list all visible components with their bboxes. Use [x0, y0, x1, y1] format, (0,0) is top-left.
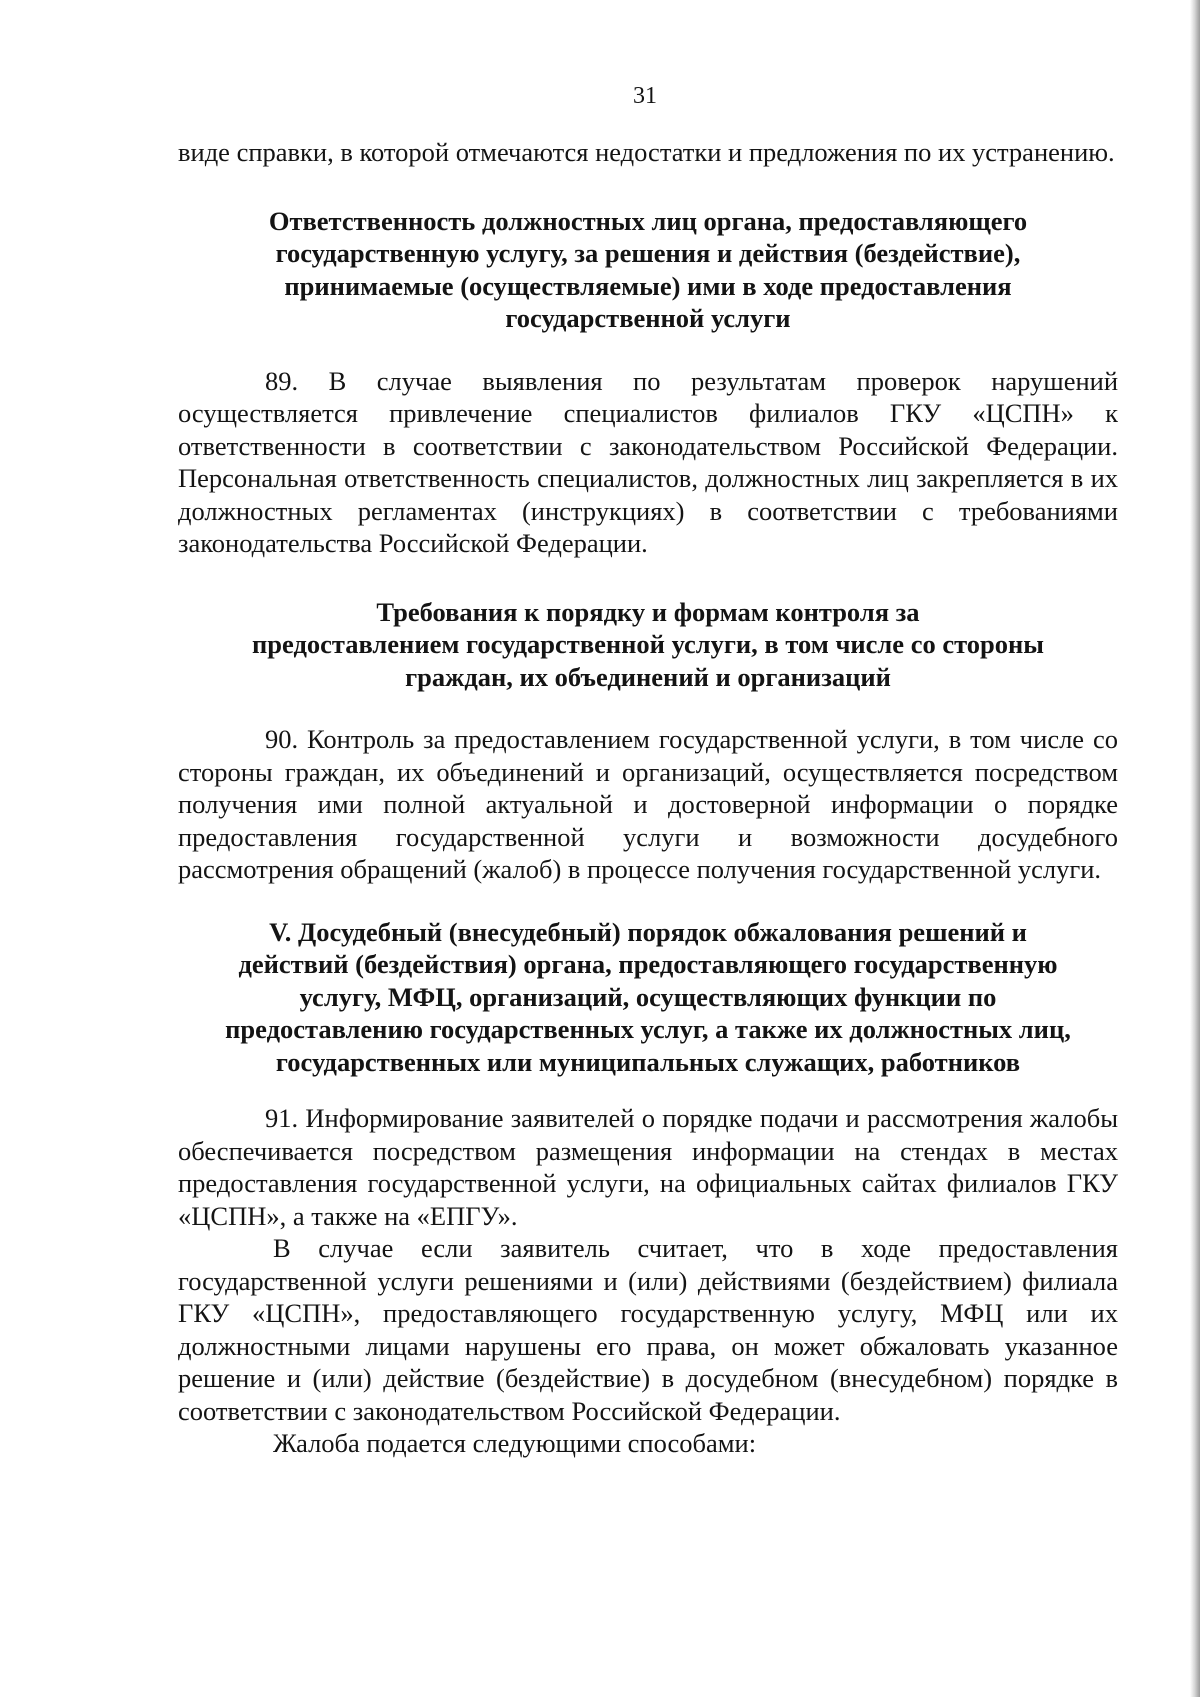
- heading-section-5: [178, 916, 1118, 1079]
- paragraph-90: 90. Контроль за предоставлением государственной услуги, в том числе со стороны граждан, их объединений и организаций, осуществляется посредством получения ими полной актуальной и достоверной информации о порядке предоставления государственной услуги и возможности досудебного рассмотрения обращений (жалоб) в процессе получения государственной услуги.: [178, 724, 1118, 884]
- paragraph-91: 91. Информирование заявителей о порядке подачи и рассмотрения жалобы обеспечивается посредством размещения информации на стендах в местах предоставления государственной услуги, на официальных сайтах филиалов ГКУ «ЦСПН», а также на «ЕПГУ».: [178, 1103, 1118, 1231]
- heading-line: действий (бездействия) органа, предоставляющего государственную: [238, 949, 1058, 979]
- heading-line: предоставлением государственной услуги, в том числе со стороны: [252, 629, 1044, 659]
- heading-line: Ответственность должностных лиц органа, предоставляющего: [268, 205, 1028, 236]
- document-body: [178, 136, 1118, 1460]
- scan-edge-shadow: [1190, 0, 1200, 1697]
- heading-line: государственной услуги: [505, 303, 791, 333]
- heading-line: V. Досудебный (внесудебный) порядок обжалования решений и: [269, 916, 1027, 947]
- intro-paragraph: виде справки, в которой отмечаются недостатки и предложения по их устранению.: [178, 137, 1115, 167]
- heading-line: государственную услугу, за решения и действия (бездействие),: [275, 238, 1021, 268]
- heading-responsibility: [178, 205, 1118, 335]
- heading-line: предоставлению государственных услуг, а также их должностных лиц,: [225, 1014, 1071, 1044]
- heading-line: государственных или муниципальных служащих, работников: [275, 1046, 1021, 1077]
- heading-control: [178, 596, 1118, 694]
- paragraph-89: 89. В случае выявления по результатам проверок нарушений осуществляется привлечение специалистов филиалов ГКУ «ЦСПН» к ответственности в соответствии с законодательством Российской Федерации. Персональная ответственность специалистов, должностных лиц закрепляется в их должностных регламентах (инструкциях) в соответствии с требованиями законодательства Российской Федерации.: [178, 365, 1118, 558]
- heading-line: принимаемые (осуществляемые) ими в ходе предоставления: [284, 270, 1012, 301]
- paragraph-appeal: В случае если заявитель считает, что в ходе предоставления государственной услуги решениями и (или) действиями (бездействием) филиала ГКУ «ЦСПН», предоставляющего государственную услугу, МФЦ или их должностными лицами нарушены его права, он может обжаловать указанное решение и (или) действие (бездействие) в досудебном (внесудебном) порядке в соответствии с законодательством Российской Федерации.: [178, 1233, 1118, 1426]
- paragraph-methods: Жалоба подается следующими способами:: [273, 1428, 757, 1458]
- heading-line: граждан, их объединений и организаций: [405, 661, 891, 692]
- heading-line: Требования к порядку и формам контроля за: [376, 596, 920, 627]
- heading-line: услугу, МФЦ, организаций, осуществляющих функции по: [299, 981, 997, 1012]
- page-number: 31: [633, 83, 657, 109]
